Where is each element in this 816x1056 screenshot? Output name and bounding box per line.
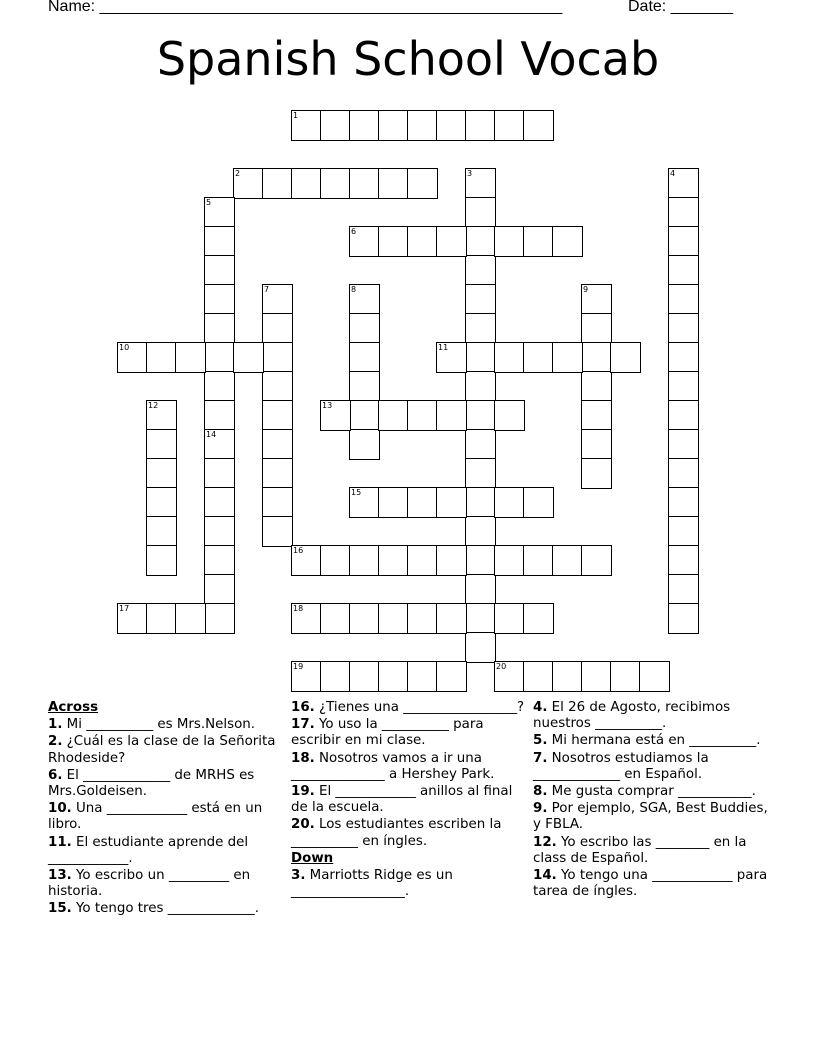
grid-cell[interactable] (146, 400, 177, 431)
grid-cell[interactable] (262, 342, 293, 373)
grid-cell[interactable] (523, 661, 554, 692)
grid-cell[interactable] (494, 110, 525, 141)
clue-item (533, 751, 773, 783)
clue-item (48, 734, 288, 766)
grid-cell[interactable] (146, 516, 177, 547)
grid-cell[interactable] (668, 458, 699, 489)
grid-cell[interactable] (320, 545, 351, 576)
page-title: Spanish School Vocab (156, 32, 660, 86)
clue-number: 13 (322, 401, 333, 410)
clue-item-number: 5. (533, 733, 548, 749)
grid-cell[interactable] (552, 661, 583, 692)
grid-cell[interactable] (668, 603, 699, 634)
clue-item-number: 11. (48, 834, 72, 850)
clue-item-number: 10. (48, 801, 72, 817)
grid-cell[interactable] (465, 110, 496, 141)
grid-cell[interactable] (668, 313, 699, 344)
grid-cell[interactable] (320, 661, 351, 692)
grid-cell[interactable] (204, 197, 235, 228)
grid-cell[interactable] (146, 342, 177, 373)
grid-cell[interactable] (610, 342, 641, 373)
grid-cell[interactable] (465, 574, 496, 605)
clue-item-text: Yo escribo un _________ en historia. (48, 868, 251, 900)
grid-cell[interactable] (494, 603, 525, 634)
grid-cell[interactable] (436, 603, 467, 634)
clues-column-3 (533, 700, 773, 901)
grid-cell[interactable] (581, 458, 612, 489)
grid-cell[interactable] (465, 342, 496, 373)
clue-number: 19 (293, 662, 304, 671)
clue-number: 4 (670, 169, 676, 178)
grid-cell[interactable] (465, 400, 496, 431)
clues-column-1 (48, 700, 288, 919)
grid-cell[interactable] (262, 458, 293, 489)
name-field-label: Name: ____________________________________________________ (48, 0, 563, 15)
clue-item (533, 700, 773, 732)
grid-cell[interactable] (378, 168, 409, 199)
grid-cell[interactable] (581, 400, 612, 431)
grid-cell[interactable] (291, 661, 322, 692)
grid-cell[interactable] (349, 371, 380, 402)
clue-item (48, 717, 288, 733)
grid-cell[interactable] (581, 313, 612, 344)
grid-cell[interactable] (523, 603, 554, 634)
grid-cell[interactable] (552, 226, 583, 257)
clue-number: 20 (496, 662, 507, 671)
grid-cell[interactable] (204, 313, 235, 344)
grid-cell[interactable] (668, 574, 699, 605)
grid-cell[interactable] (407, 226, 438, 257)
grid-cell[interactable] (146, 603, 177, 634)
clue-item-number: 3. (291, 868, 306, 884)
grid-cell[interactable] (494, 342, 525, 373)
grid-cell[interactable] (291, 603, 322, 634)
grid-cell[interactable] (117, 342, 148, 373)
clue-item (291, 817, 531, 849)
grid-cell[interactable] (668, 516, 699, 547)
clue-item-text: Me gusta comprar ___________. (547, 784, 756, 800)
across-heading: Across (48, 700, 99, 715)
grid-cell[interactable] (465, 284, 496, 315)
grid-cell[interactable] (465, 603, 496, 634)
grid-cell[interactable] (349, 110, 380, 141)
clue-item (533, 784, 773, 800)
grid-cell[interactable] (291, 545, 322, 576)
clue-item-number: 6. (48, 767, 63, 783)
grid-cell[interactable] (262, 400, 293, 431)
clue-item (533, 733, 773, 749)
grid-cell[interactable] (552, 545, 583, 576)
clue-number: 9 (583, 285, 589, 294)
clue-number: 10 (119, 343, 130, 352)
grid-cell[interactable] (465, 458, 496, 489)
grid-cell[interactable] (523, 487, 554, 518)
grid-cell[interactable] (639, 661, 670, 692)
clue-number: 5 (206, 198, 212, 207)
across-clue-list-continued (291, 700, 531, 850)
clue-item-text: El _____________ de MRHS es Mrs.Goldeisen. (48, 767, 255, 800)
grid-cell[interactable] (494, 400, 525, 431)
clue-item (533, 835, 773, 867)
clue-number: 14 (206, 430, 217, 439)
clue-number: 18 (293, 604, 304, 613)
grid-cell[interactable] (349, 487, 380, 518)
clue-number: 2 (235, 169, 241, 178)
grid-cell[interactable] (349, 342, 380, 373)
grid-cell[interactable] (262, 313, 293, 344)
grid-cell[interactable] (465, 255, 496, 286)
grid-cell[interactable] (581, 429, 612, 460)
clue-item-text: El 26 de Agosto, recibimos nuestros __________. (533, 700, 731, 732)
grid-cell[interactable] (668, 342, 699, 373)
clue-number: 8 (351, 285, 357, 294)
grid-cell[interactable] (494, 487, 525, 518)
grid-cell[interactable] (407, 661, 438, 692)
grid-cell[interactable] (523, 226, 554, 257)
grid-cell[interactable] (117, 603, 148, 634)
grid-cell[interactable] (668, 371, 699, 402)
grid-cell[interactable] (436, 661, 467, 692)
grid-cell[interactable] (204, 545, 235, 576)
grid-cell[interactable] (262, 284, 293, 315)
clue-item-text: ¿Tienes una _________________? (314, 700, 525, 715)
grid-cell[interactable] (204, 400, 235, 431)
grid-cell[interactable] (349, 168, 380, 199)
grid-cell[interactable] (146, 545, 177, 576)
grid-cell[interactable] (349, 226, 380, 257)
grid-cell[interactable] (668, 429, 699, 460)
grid-cell[interactable] (668, 226, 699, 257)
clue-item (291, 784, 531, 816)
grid-cell[interactable] (204, 226, 235, 257)
grid-cell[interactable] (581, 371, 612, 402)
grid-cell[interactable] (378, 226, 409, 257)
grid-cell[interactable] (204, 516, 235, 547)
clue-item-text: El ____________ anillos al final de la escuela. (291, 784, 513, 816)
grid-cell[interactable] (465, 226, 496, 257)
clue-item (291, 700, 531, 716)
down-heading: Down (291, 850, 334, 866)
clue-number: 15 (351, 488, 362, 497)
clue-item-text: El estudiante aprende del ____________. (48, 834, 249, 866)
grid-cell[interactable] (668, 487, 699, 518)
clue-item (48, 901, 288, 917)
clue-item (291, 717, 531, 749)
grid-cell[interactable] (262, 168, 293, 199)
grid-cell[interactable] (378, 545, 409, 576)
across-clue-list (48, 717, 288, 917)
grid-cell[interactable] (465, 197, 496, 228)
clue-item-text: ¿Cuál es la clase de la Señorita Rhodeside? (48, 734, 276, 766)
grid-cell[interactable] (523, 110, 554, 141)
clue-item-number: 17. (291, 717, 315, 733)
clue-item (533, 868, 773, 900)
grid-cell[interactable] (204, 342, 235, 373)
grid-cell[interactable] (349, 400, 380, 431)
grid-cell[interactable] (407, 400, 438, 431)
clue-item-text: Nosotros estudiamos la _____________ en Español. (533, 750, 709, 782)
grid-cell[interactable] (581, 661, 612, 692)
clue-number: 3 (467, 169, 473, 178)
grid-cell[interactable] (378, 110, 409, 141)
grid-cell[interactable] (668, 168, 699, 199)
grid-cell[interactable] (668, 197, 699, 228)
clue-item-text: Nosotros vamos a ir una ______________ a Hershey Park. (291, 750, 495, 782)
grid-cell[interactable] (436, 342, 467, 373)
grid-cell[interactable] (233, 168, 264, 199)
clue-item-number: 20. (291, 817, 315, 833)
clue-item-number: 18. (291, 750, 315, 766)
clue-item-text: Los estudiantes escriben la __________ en íngles. (291, 817, 502, 849)
clue-number: 1 (293, 111, 299, 120)
down-clue-list-continued (533, 700, 773, 900)
grid-cell[interactable] (465, 545, 496, 576)
grid-cell[interactable] (668, 400, 699, 431)
clue-item-number: 9. (533, 801, 548, 817)
clues-column-2 (291, 700, 531, 901)
grid-cell[interactable] (262, 371, 293, 402)
clue-item (48, 868, 288, 900)
clue-number: 12 (148, 401, 159, 410)
clue-item-text: Mi __________ es Mrs.Nelson. (62, 717, 256, 733)
grid-cell[interactable] (436, 545, 467, 576)
grid-cell[interactable] (523, 545, 554, 576)
clue-item-number: 19. (291, 784, 315, 800)
grid-cell[interactable] (146, 429, 177, 460)
grid-cell[interactable] (407, 168, 438, 199)
grid-cell[interactable] (349, 603, 380, 634)
grid-cell[interactable] (349, 661, 380, 692)
grid-cell[interactable] (204, 487, 235, 518)
grid-cell[interactable] (552, 342, 583, 373)
grid-cell[interactable] (668, 255, 699, 286)
grid-cell[interactable] (349, 284, 380, 315)
clue-item-number: 1. (48, 717, 63, 733)
grid-cell[interactable] (320, 110, 351, 141)
clue-item (48, 768, 288, 800)
clue-number: 17 (119, 604, 130, 613)
grid-cell[interactable] (204, 255, 235, 286)
grid-cell[interactable] (407, 487, 438, 518)
grid-cell[interactable] (465, 516, 496, 547)
grid-cell[interactable] (262, 429, 293, 460)
clue-item-text: Yo escribo las ________ en la class de Español. (533, 834, 747, 866)
grid-cell[interactable] (291, 110, 322, 141)
clue-item-text: Mi hermana está en __________. (547, 733, 761, 749)
grid-cell[interactable] (407, 545, 438, 576)
clue-item-text: Una ____________ está en un libro. (48, 801, 263, 833)
grid-cell[interactable] (465, 313, 496, 344)
grid-cell[interactable] (146, 458, 177, 489)
clue-item (533, 801, 773, 833)
grid-cell[interactable] (436, 487, 467, 518)
grid-cell[interactable] (523, 342, 554, 373)
clue-item-number: 8. (533, 784, 548, 800)
grid-cell[interactable] (465, 487, 496, 518)
clue-item (48, 835, 288, 867)
clue-item-text: Por ejemplo, SGA, Best Buddies, y FBLA. (533, 801, 768, 833)
grid-cell[interactable] (436, 110, 467, 141)
grid-cell[interactable] (407, 603, 438, 634)
grid-cell[interactable] (175, 342, 206, 373)
clue-item-text: Yo tengo tres _____________. (71, 901, 259, 917)
grid-cell[interactable] (494, 661, 525, 692)
clue-item-number: 15. (48, 901, 72, 917)
clue-item (48, 801, 288, 833)
grid-cell[interactable] (378, 661, 409, 692)
grid-cell[interactable] (262, 487, 293, 518)
grid-cell[interactable] (581, 342, 612, 373)
grid-cell[interactable] (465, 429, 496, 460)
clue-number: 16 (293, 546, 304, 555)
grid-cell[interactable] (436, 226, 467, 257)
clue-item-text: Marriotts Ridge es un _________________. (291, 868, 453, 900)
grid-cell[interactable] (320, 400, 351, 431)
grid-cell[interactable] (204, 284, 235, 315)
grid-cell[interactable] (320, 168, 351, 199)
grid-cell[interactable] (668, 545, 699, 576)
grid-cell[interactable] (146, 487, 177, 518)
grid-cell[interactable] (204, 371, 235, 402)
clue-item-number: 14. (533, 868, 557, 884)
clue-item-number: 16. (291, 700, 315, 715)
grid-cell[interactable] (610, 661, 641, 692)
grid-cell[interactable] (465, 168, 496, 199)
grid-cell[interactable] (349, 545, 380, 576)
grid-cell[interactable] (320, 603, 351, 634)
clue-number: 6 (351, 227, 357, 236)
down-clue-list (291, 868, 531, 900)
grid-cell[interactable] (494, 226, 525, 257)
clue-item (291, 868, 531, 900)
grid-cell[interactable] (349, 313, 380, 344)
grid-cell[interactable] (378, 603, 409, 634)
grid-cell[interactable] (204, 429, 235, 460)
grid-cell[interactable] (378, 487, 409, 518)
clue-item-number: 13. (48, 868, 72, 884)
clue-item-number: 2. (48, 734, 63, 750)
clue-number: 11 (438, 343, 449, 352)
grid-cell[interactable] (436, 400, 467, 431)
grid-cell[interactable] (291, 168, 322, 199)
grid-cell[interactable] (581, 284, 612, 315)
grid-cell[interactable] (233, 342, 264, 373)
clue-item-text: Yo uso la __________ para escribir en mi clase. (291, 717, 484, 749)
grid-cell[interactable] (465, 371, 496, 402)
grid-cell[interactable] (494, 545, 525, 576)
clue-item-number: 12. (533, 834, 557, 850)
date-field-label: Date: _______ (628, 0, 733, 15)
clue-item-text: Yo tengo una ____________ para tarea de íngles. (533, 868, 768, 900)
grid-cell[interactable] (204, 574, 235, 605)
grid-cell[interactable] (407, 110, 438, 141)
grid-cell[interactable] (349, 429, 380, 460)
grid-cell[interactable] (204, 458, 235, 489)
clue-number: 7 (264, 285, 270, 294)
grid-cell[interactable] (175, 603, 206, 634)
clue-item-number: 7. (533, 750, 548, 766)
grid-cell[interactable] (465, 632, 496, 663)
grid-cell[interactable] (262, 516, 293, 547)
grid-cell[interactable] (378, 400, 409, 431)
clue-item (291, 751, 531, 783)
grid-cell[interactable] (668, 284, 699, 315)
grid-cell[interactable] (581, 545, 612, 576)
clue-item-number: 4. (533, 700, 548, 715)
grid-cell[interactable] (204, 603, 235, 634)
